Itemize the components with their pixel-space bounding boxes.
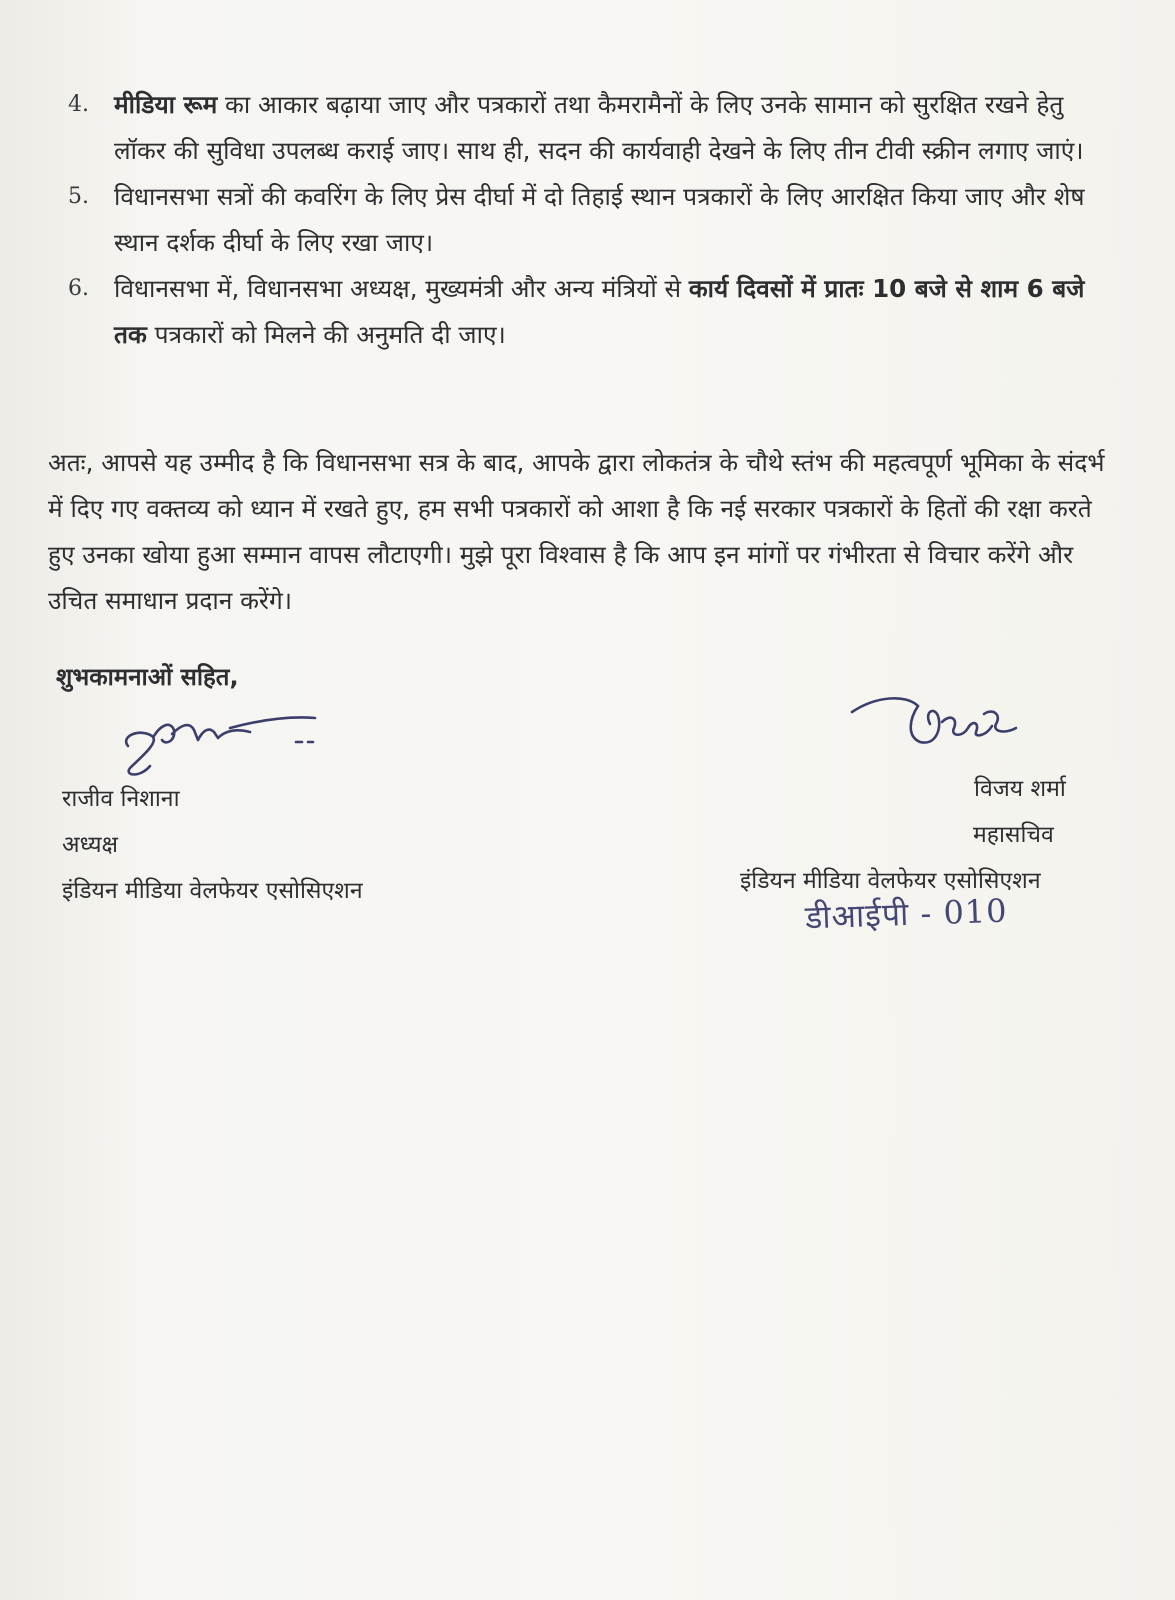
signatory-right-name: विजय शर्मा bbox=[974, 776, 1066, 802]
signature-right bbox=[846, 684, 1036, 754]
signatory-right-designation: महासचिव bbox=[973, 822, 1054, 848]
signature-left bbox=[110, 706, 330, 786]
list-item bbox=[62, 82, 1122, 174]
list-item-bold-text: कार्य दिवसों में प्रातः 10 बजे से शाम 6 बजे तक bbox=[114, 274, 1085, 349]
signatory-right-block bbox=[740, 766, 1120, 904]
signatory-left-designation: अध्यक्ष bbox=[62, 832, 119, 858]
closing-salutation: शुभकामनाओं सहित, bbox=[56, 663, 239, 691]
list-item-text: विधानसभा सत्रों की कवरिंग के लिए प्रेस दीर्घा में दो तिहाई स्थान पत्रकारों के लिए आरक्षित किया जाए और शेष स्थान दर्शक दीर्घा के लिए रखा जाए। bbox=[114, 182, 1085, 257]
list-item-number: 4. bbox=[68, 92, 89, 117]
list-item-text: पत्रकारों को मिलने की अनुमति दी जाए। bbox=[146, 320, 506, 349]
signatory-left-block bbox=[62, 776, 363, 914]
list-item-text: विधानसभा में, विधानसभा अध्यक्ष, मुख्यमंत्री और अन्य मंत्रियों से bbox=[114, 274, 689, 303]
signatory-left-organization: इंडियन मीडिया वेलफेयर एसोसिएशन bbox=[62, 878, 363, 904]
list-item bbox=[62, 266, 1122, 358]
signatory-right-organization: इंडियन मीडिया वेलफेयर एसोसिएशन bbox=[740, 868, 1041, 894]
demands-list bbox=[62, 82, 1122, 358]
signatory-left-name: राजीव निशाना bbox=[62, 786, 180, 812]
list-item bbox=[62, 174, 1122, 266]
handwritten-diary-note: डीआईपी - 010 bbox=[804, 891, 1009, 937]
body-paragraph: अतः, आपसे यह उम्मीद है कि विधानसभा सत्र के बाद, आपके द्वारा लोकतंत्र के चौथे स्तंभ की महत्वपूर्ण भूमिका के संदर्भ में दिए गए वक्तव्य को ध्यान में रखते हुए, हम सभी पत्रकारों को आशा है कि नई सरकार पत्रकारों के हितों की रक्षा करते हुए उनका खोया हुआ सम्मान वापस लौटाएगी। मुझे पूरा विश्वास है कि आप इन मांगों पर गंभीरता से विचार करेंगे और उचित समाधान प्रदान करेंगे। bbox=[48, 448, 1105, 615]
list-item-text: का आकार बढ़ाया जाए और पत्रकारों तथा कैमरामैनों के लिए उनके सामान को सुरक्षित रखने हेतु लॉकर की सुविधा उपलब्ध कराई जाए। साथ ही, सदन की कार्यवाही देखने के लिए तीन टीवी स्क्रीन लगाए जाएं। bbox=[114, 90, 1084, 165]
list-item-number: 6. bbox=[68, 276, 89, 301]
list-item-number: 5. bbox=[68, 184, 89, 209]
list-item-bold-text: मीडिया रूम bbox=[114, 90, 218, 119]
